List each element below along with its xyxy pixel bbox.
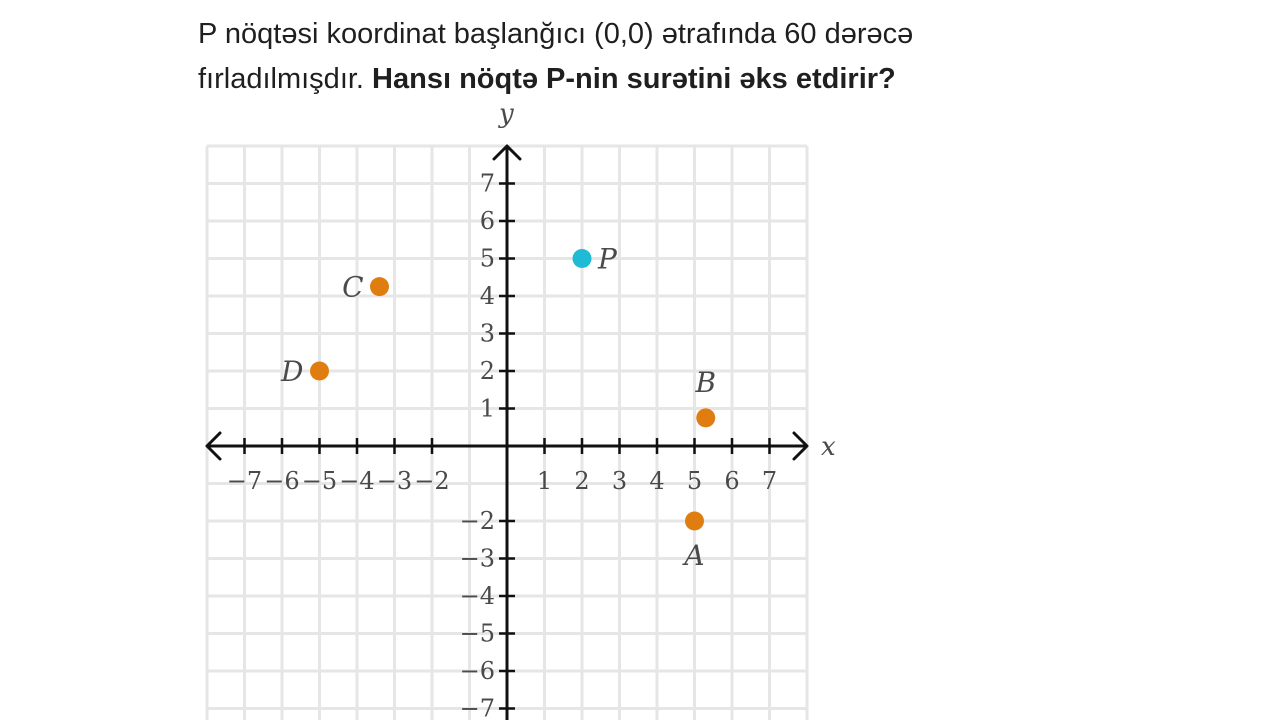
y-tick-label: −2 [459,507,495,535]
point-label-b: B [695,365,717,399]
x-tick-label: −5 [301,467,338,495]
x-tick-label: −6 [264,467,300,495]
point-b [696,408,715,427]
y-tick-label: 6 [479,207,495,235]
point-label-a: A [684,539,705,572]
point-c [370,277,389,296]
x-axis-label: x [821,432,836,462]
question-line-1: P nöqtəsi koordinat başlanğıcı (0,0) ətrafında 60 dərəcə [198,18,914,50]
x-tick-label: 1 [536,467,553,495]
point-a [685,512,704,531]
y-tick-label: 1 [479,394,495,423]
point-d [310,362,329,381]
point-label-d: D [281,355,304,388]
y-tick-label: 2 [479,357,495,385]
point-p [573,249,592,268]
y-tick-label: −6 [459,657,495,685]
y-tick-label: −7 [459,694,495,720]
x-tick-label: 7 [761,467,778,495]
x-tick-label: −7 [226,467,263,495]
question-line-2-normal: fırladılmışdır. [198,63,373,95]
y-axis-label: y [499,99,514,129]
y-tick-label: −5 [459,619,495,648]
y-tick-label: 4 [479,282,495,310]
point-label-p: P [598,242,617,276]
question-prompt: Hansı nöqtə P-nin surətini əks etdirir? [372,63,896,95]
x-tick-label: −3 [376,467,413,495]
y-tick-label: 5 [479,244,495,273]
x-tick-label: −4 [339,467,375,495]
x-tick-label: −2 [414,467,450,495]
x-tick-label: 2 [574,467,590,495]
x-tick-label: 6 [724,467,740,495]
x-tick-label: 5 [686,467,703,495]
y-tick-label: 7 [479,169,495,198]
x-tick-label: 4 [649,467,665,495]
x-tick-label: 3 [611,467,628,495]
y-tick-label: −3 [459,544,495,573]
point-label-c: C [342,270,364,304]
y-tick-label: −4 [459,582,495,610]
y-tick-label: 3 [479,319,495,348]
